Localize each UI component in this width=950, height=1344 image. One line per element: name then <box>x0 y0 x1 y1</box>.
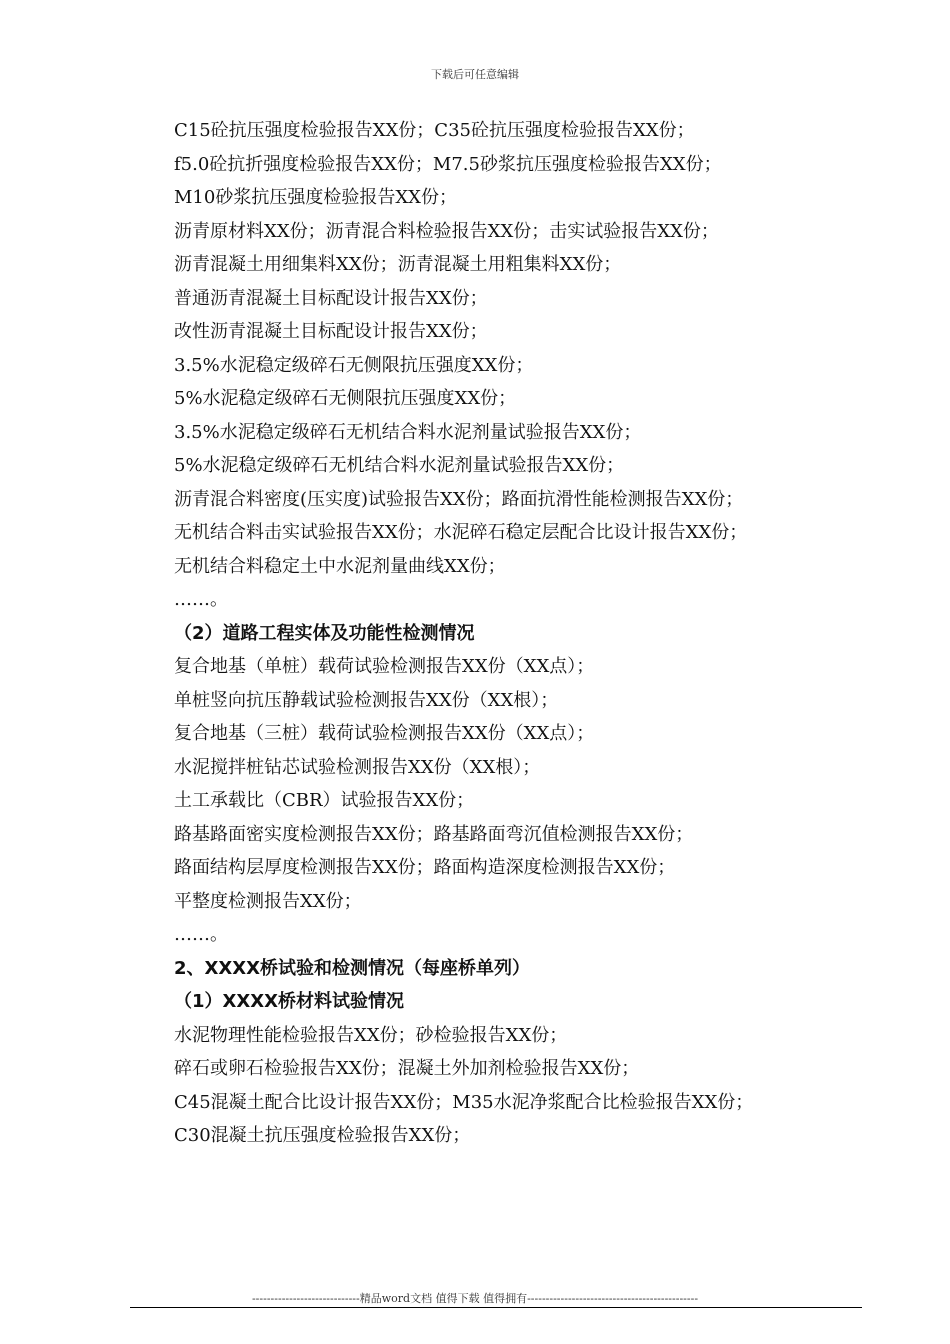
text-line: 水泥搅拌桩钻芯试验检测报告XX份（XX根）； <box>174 756 541 778</box>
text-line: 单桩竖向抗压静载试验检测报告XX份（XX根）； <box>174 689 559 711</box>
text-line: 5%水泥稳定级碎石无侧限抗压强度XX份； <box>174 388 517 409</box>
text-line: 3.5%水泥稳定级碎石无机结合料水泥剂量试验报告XX份； <box>174 421 642 443</box>
text-line: 路基路面密实度检测报告XX份；路基路面弯沉值检测报告XX份； <box>174 823 694 845</box>
ellipsis-line: ……。 <box>174 589 228 610</box>
subsection-heading-bridge-materials: （1）XXXX桥材料试验情况 <box>174 991 405 1012</box>
text-line: 土工承载比（CBR）试验报告XX份； <box>174 790 475 811</box>
section-heading-bridge: 2、XXXX桥试验和检测情况（每座桥单列） <box>174 957 531 979</box>
text-line: 普通沥青混凝土目标配设计报告XX份； <box>174 287 488 309</box>
document-body <box>132 114 864 1153</box>
text-line: f5.0砼抗折强度检验报告XX份；M7.5砂浆抗压强度检验报告XX份； <box>174 153 722 175</box>
text-line: 沥青混凝土用细集料XX份；沥青混凝土用粗集料XX份； <box>174 254 622 275</box>
text-line: C45混凝土配合比设计报告XX份；M35水泥净浆配合比检验报告XX份； <box>174 1091 754 1113</box>
text-line: 平整度检测报告XX份； <box>174 890 362 912</box>
text-line: 5%水泥稳定级碎石无机结合料水泥剂量试验报告XX份； <box>174 455 625 476</box>
text-line: 沥青原材料XX份；沥青混合料检验报告XX份；击实试验报告XX份； <box>174 220 719 242</box>
text-line: 3.5%水泥稳定级碎石无侧限抗压强度XX份； <box>174 354 534 376</box>
text-line: 路面结构层厚度检测报告XX份；路面构造深度检测报告XX份； <box>174 857 676 878</box>
text-line: M10砂浆抗压强度检验报告XX份； <box>174 187 457 208</box>
text-line: 无机结合料稳定土中水泥剂量曲线XX份； <box>174 555 506 577</box>
text-line: 水泥物理性能检验报告XX份；砂检验报告XX份； <box>174 1024 568 1046</box>
text-paragraph: 沥青混合料密度(压实度)试验报告XX份；路面抗滑性能检测报告XX份； <box>174 488 744 510</box>
page-header-note: 下载后可任意编辑 <box>431 68 519 81</box>
page-footer-note: -----------------------------精品word文档 值得下载 值得拥有---------------------------------------------- <box>251 1292 699 1305</box>
text-line: 改性沥青混凝土目标配设计报告XX份； <box>174 321 488 342</box>
footer-divider <box>130 1307 862 1308</box>
ellipsis-line: ……。 <box>174 924 228 945</box>
section-heading-road: （2）道路工程实体及功能性检测情况 <box>174 622 475 644</box>
text-line: 碎石或卵石检验报告XX份；混凝土外加剂检验报告XX份； <box>174 1058 640 1079</box>
text-line: 复合地基（三桩）载荷试验检测报告XX份（XX点）； <box>174 723 595 744</box>
text-line: C30混凝土抗压强度检验报告XX份； <box>174 1125 471 1146</box>
text-paragraph: 无机结合料击实试验报告XX份；水泥碎石稳定层配合比设计报告XX份； <box>174 522 748 543</box>
text-line: 复合地基（单桩）载荷试验检测报告XX份（XX点）； <box>174 656 595 677</box>
text-line: C15砼抗压强度检验报告XX份；C35砼抗压强度检验报告XX份； <box>174 120 695 141</box>
